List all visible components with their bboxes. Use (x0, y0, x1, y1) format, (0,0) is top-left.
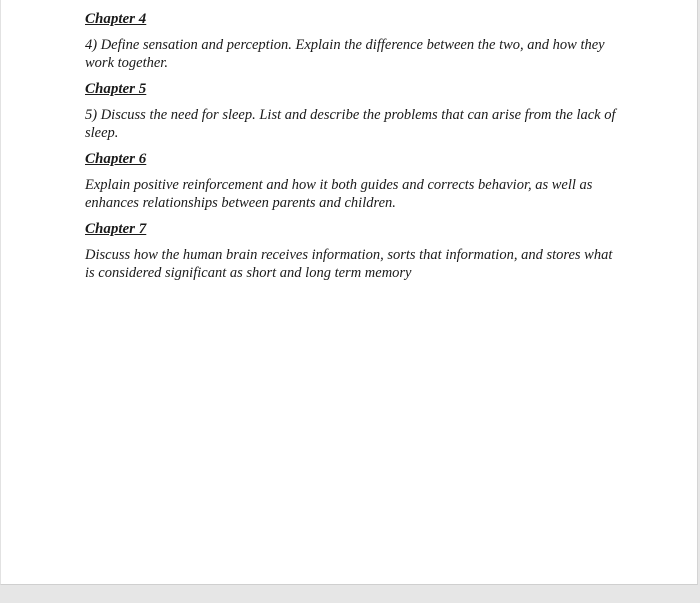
chapter-5-heading: Chapter 5 (85, 81, 147, 97)
chapter-6-question: Explain positive reinforcement and how it both guides and corrects behavior, as well as enhances relationships between parents and children. (85, 177, 593, 211)
chapter-4-question: 4) Define sensation and perception. Explain the difference between the two, and how they work together. (85, 37, 605, 71)
chapter-7-question: Discuss how the human brain receives information, sorts that information, and stores what is considered significant as short and long term memory (85, 247, 613, 281)
chapter-7-heading: Chapter 7 (85, 221, 147, 237)
chapter-4-heading: Chapter 4 (85, 11, 147, 27)
document-content (85, 10, 625, 290)
chapter-6-heading: Chapter 6 (85, 151, 147, 167)
previous-line-fragment (85, 0, 605, 3)
chapter-5-question: 5) Discuss the need for sleep. List and describe the problems that can arise from the lack of sleep. (85, 107, 616, 141)
